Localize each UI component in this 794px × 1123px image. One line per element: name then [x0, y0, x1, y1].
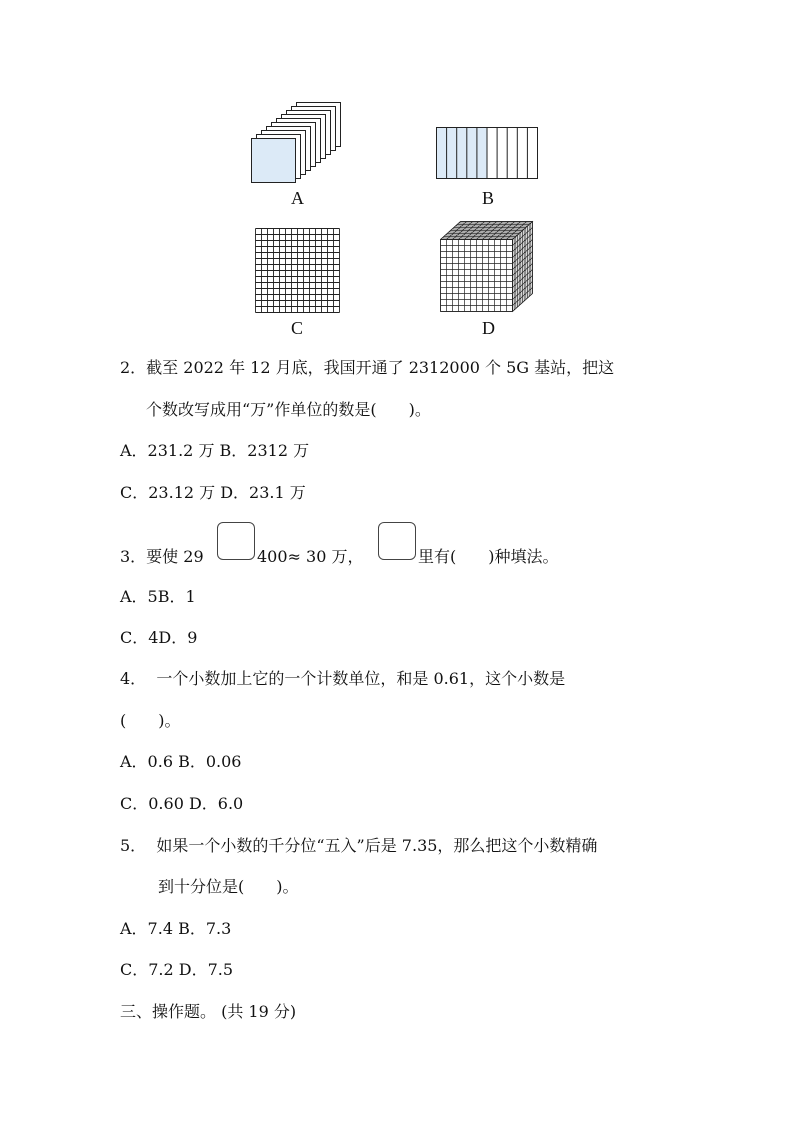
question-2-options-ab: A．231.2 万 B．2312 万: [120, 441, 310, 460]
figure-c-label: C: [291, 318, 304, 338]
question-4-options-cd: C．0.60 D．6.0: [120, 794, 244, 813]
question-3-part-2: 400≈ 30 万，: [257, 547, 364, 566]
answer-box-2[interactable]: [378, 522, 416, 560]
answer-box-1[interactable]: [217, 522, 255, 560]
question-5-options-ab: A．7.4 B．7.3: [120, 919, 232, 938]
question-4-options-ab: A．0.6 B．0.06: [120, 752, 242, 771]
figure-c-grid: [255, 228, 341, 314]
figure-d-label: D: [482, 318, 495, 338]
question-5-options-cd: C．7.2 D．7.5: [120, 960, 234, 979]
question-3-part-1: 3．要使 29: [120, 547, 204, 566]
question-3-part-3: 里有( )种填法。: [418, 547, 559, 566]
question-2-options-cd: C．23.12 万 D．23.1 万: [120, 483, 306, 502]
figure-b-label: B: [482, 188, 495, 208]
question-3-options-ab: A．5B．1: [120, 587, 196, 606]
figure-b-strips: [436, 127, 539, 180]
question-5-line-2: 到十分位是( )。: [158, 877, 299, 896]
question-2-line-2: 个数改写成用“万”作单位的数是( )。: [146, 400, 431, 419]
section-heading: 三、操作题。 (共 19 分): [120, 1002, 297, 1021]
question-4-line-2: ( )。: [120, 711, 181, 730]
question-4-line-1: 4． 一个小数加上它的一个计数单位，和是 0.61，这个小数是: [120, 669, 566, 688]
question-2-line-1: 2．截至 2022 年 12 月底，我国开通了 2312000 个 5G 基站，把这: [120, 358, 615, 377]
figure-d-cube: [440, 219, 535, 315]
question-3-options-cd: C．4D．9: [120, 628, 198, 647]
question-5-line-1: 5． 如果一个小数的千分位“五入”后是 7.35，那么把这个小数精确: [120, 836, 598, 855]
figure-a-stacked-squares: [248, 100, 348, 186]
figure-a-label: A: [291, 188, 304, 208]
